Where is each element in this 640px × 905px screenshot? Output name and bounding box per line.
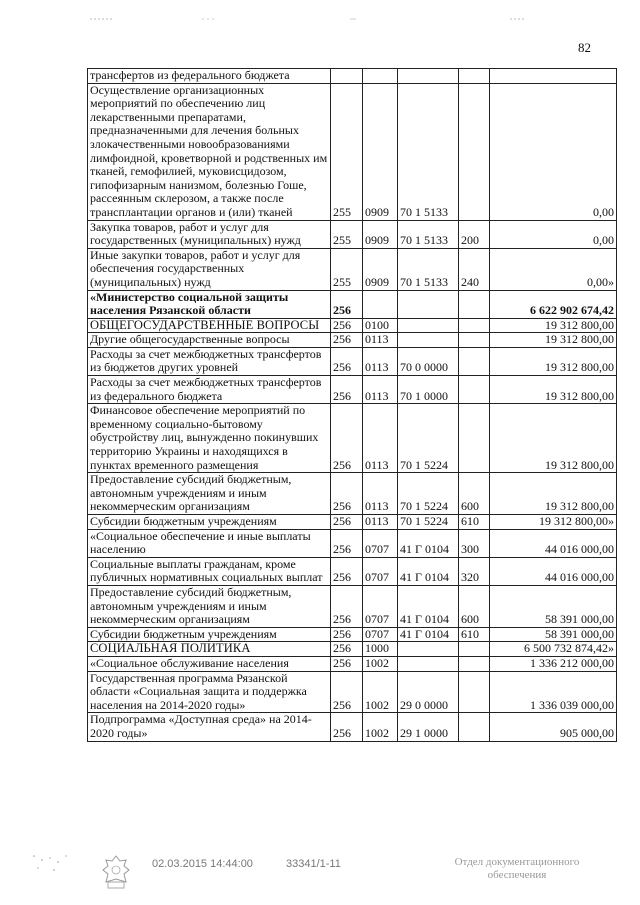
row-section-code-cell <box>363 290 398 318</box>
row-amount-cell: 1 336 039 000,00 <box>490 671 617 713</box>
row-amount-cell: 19 312 800,00 <box>490 333 617 348</box>
row-expense-type-cell: 240 <box>459 248 490 290</box>
row-name-cell: Предоставление субсидий бюджетным, автономным учреждениям и иным некоммерческим организациям <box>88 473 331 515</box>
row-section-code-cell: 0707 <box>363 627 398 642</box>
row-amount-cell: 58 391 000,00 <box>490 585 617 627</box>
row-department-code-cell: 256 <box>331 627 363 642</box>
row-name-cell: Предоставление субсидий бюджетным, автономным учреждениям и иным некоммерческим организациям <box>88 585 331 627</box>
row-expense-type-cell <box>459 290 490 318</box>
row-expense-type-cell <box>459 642 490 657</box>
row-section-code-cell: 1002 <box>363 713 398 741</box>
row-name-cell: Расходы за счет межбюджетных трансфертов из федерального бюджета <box>88 376 331 404</box>
row-department-code-cell: 256 <box>331 376 363 404</box>
row-section-code-cell: 0113 <box>363 473 398 515</box>
table-row <box>88 376 617 404</box>
row-name-cell: Субсидии бюджетным учреждениям <box>88 515 331 530</box>
row-amount-cell: 19 312 800,00 <box>490 404 617 473</box>
page-number: 82 <box>578 40 591 55</box>
row-target-article-cell: 29 0 0000 <box>398 671 459 713</box>
row-target-article-cell <box>398 642 459 657</box>
row-department-code-cell: 256 <box>331 347 363 375</box>
row-department-code-cell: 256 <box>331 290 363 318</box>
row-target-article-cell: 41 Г 0104 <box>398 529 459 557</box>
row-target-article-cell: 70 0 0000 <box>398 347 459 375</box>
row-amount-cell: 19 312 800,00 <box>490 318 617 333</box>
row-section-code-cell: 0707 <box>363 557 398 585</box>
row-department-code-cell: 256 <box>331 473 363 515</box>
row-name-cell: Подпрограмма «Доступная среда» на 2014-2020 годы» <box>88 713 331 741</box>
row-department-code-cell: 256 <box>331 713 363 741</box>
table-row <box>88 713 617 741</box>
row-section-code-cell: 0100 <box>363 318 398 333</box>
row-department-code-cell <box>331 69 363 84</box>
table-row <box>88 671 617 713</box>
row-expense-type-cell: 600 <box>459 473 490 515</box>
table-row <box>88 69 617 84</box>
row-section-code-cell: 1002 <box>363 656 398 671</box>
footer-datetime: 02.03.2015 14:44:00 <box>152 858 253 870</box>
row-section-code-cell: 0909 <box>363 220 398 248</box>
table-row <box>88 656 617 671</box>
row-expense-type-cell <box>459 671 490 713</box>
row-expense-type-cell: 610 <box>459 627 490 642</box>
row-department-code-cell: 255 <box>331 220 363 248</box>
row-name-cell: Другие общегосударственные вопросы <box>88 333 331 348</box>
row-amount-cell: 0,00» <box>490 248 617 290</box>
row-amount-cell: 0,00 <box>490 220 617 248</box>
row-target-article-cell: 70 1 5224 <box>398 404 459 473</box>
row-amount-cell: 1 336 212 000,00 <box>490 656 617 671</box>
row-department-code-cell: 256 <box>331 529 363 557</box>
row-expense-type-cell <box>459 713 490 741</box>
row-target-article-cell: 41 Г 0104 <box>398 585 459 627</box>
row-target-article-cell: 70 1 5224 <box>398 515 459 530</box>
footer-document-number: 33341/1-11 <box>286 858 341 870</box>
row-name-cell: Государственная программа Рязанской области «Социальная защита и поддержка населения на 2014-2020 годы» <box>88 671 331 713</box>
row-expense-type-cell <box>459 347 490 375</box>
row-name-cell: Осуществление организационных мероприятий по обеспечению лиц лекарственными препаратами, предназначенными для лечения больных злокачественными новообразованиями лимфоидной, кроветворной и родственных им тканей, гемофилией, муковисцидозом, гипофизарным нанизмом, болезнью Гоше, рассеянным склерозом, а также после трансплантации органов и (или) тканей <box>88 83 331 220</box>
row-target-article-cell <box>398 290 459 318</box>
row-name-cell: Субсидии бюджетным учреждениям <box>88 627 331 642</box>
row-expense-type-cell <box>459 404 490 473</box>
table-row <box>88 642 617 657</box>
row-department-code-cell: 256 <box>331 656 363 671</box>
row-amount-cell: 905 000,00 <box>490 713 617 741</box>
table-row <box>88 347 617 375</box>
row-name-cell: трансфертов из федерального бюджета <box>88 69 331 84</box>
row-department-code-cell: 256 <box>331 318 363 333</box>
row-target-article-cell: 70 1 5133 <box>398 220 459 248</box>
coat-of-arms-stamp-icon <box>96 852 136 892</box>
row-expense-type-cell: 300 <box>459 529 490 557</box>
row-section-code-cell: 0909 <box>363 248 398 290</box>
row-department-code-cell: 256 <box>331 585 363 627</box>
row-name-cell: «Министерство социальной защиты населения Рязанской области <box>88 290 331 318</box>
row-amount-cell: 6 500 732 874,42» <box>490 642 617 657</box>
row-department-code-cell: 256 <box>331 515 363 530</box>
row-expense-type-cell <box>459 83 490 220</box>
table-row <box>88 220 617 248</box>
row-name-cell: Расходы за счет межбюджетных трансфертов из бюджетов других уровней <box>88 347 331 375</box>
table-row <box>88 627 617 642</box>
row-department-code-cell: 256 <box>331 333 363 348</box>
table-row <box>88 83 617 220</box>
row-department-code-cell: 256 <box>331 404 363 473</box>
row-amount-cell: 58 391 000,00 <box>490 627 617 642</box>
row-amount-cell: 19 312 800,00» <box>490 515 617 530</box>
row-target-article-cell: 70 1 5224 <box>398 473 459 515</box>
row-department-code-cell: 256 <box>331 671 363 713</box>
row-section-code-cell: 0113 <box>363 376 398 404</box>
row-section-code-cell: 0707 <box>363 585 398 627</box>
row-name-cell: Финансовое обеспечение мероприятий по временному социально-бытовому обустройству лиц, вынужденно покинувших территорию Украины и находящихся в пунктах временного размещения <box>88 404 331 473</box>
table-row <box>88 318 617 333</box>
row-name-cell: Закупка товаров, работ и услуг для государственных (муниципальных) нужд <box>88 220 331 248</box>
row-amount-cell: 19 312 800,00 <box>490 376 617 404</box>
row-expense-type-cell <box>459 376 490 404</box>
row-section-code-cell: 0113 <box>363 404 398 473</box>
row-section-code-cell <box>363 69 398 84</box>
row-section-code-cell: 0113 <box>363 515 398 530</box>
table-row <box>88 585 617 627</box>
row-amount-cell: 19 312 800,00 <box>490 473 617 515</box>
row-section-code-cell: 0113 <box>363 347 398 375</box>
scan-top-marks <box>90 8 530 12</box>
row-section-code-cell: 1000 <box>363 642 398 657</box>
row-name-cell: ОБЩЕГОСУДАРСТВЕННЫЕ ВОПРОСЫ <box>88 318 331 333</box>
table-row <box>88 404 617 473</box>
row-expense-type-cell <box>459 333 490 348</box>
row-amount-cell <box>490 69 617 84</box>
row-section-code-cell: 0707 <box>363 529 398 557</box>
row-target-article-cell <box>398 69 459 84</box>
table-row <box>88 557 617 585</box>
row-name-cell: Иные закупки товаров, работ и услуг для обеспечения государственных (муниципальных) нужд <box>88 248 331 290</box>
row-name-cell: «Социальное обслуживание населения <box>88 656 331 671</box>
row-department-code-cell: 255 <box>331 83 363 220</box>
table-row <box>88 290 617 318</box>
row-section-code-cell: 0909 <box>363 83 398 220</box>
table-row <box>88 473 617 515</box>
row-target-article-cell <box>398 318 459 333</box>
row-expense-type-cell: 600 <box>459 585 490 627</box>
row-name-cell: Социальные выплаты гражданам, кроме публичных нормативных социальных выплат <box>88 557 331 585</box>
table-row <box>88 248 617 290</box>
table-row <box>88 515 617 530</box>
row-expense-type-cell <box>459 656 490 671</box>
row-amount-cell: 19 312 800,00 <box>490 347 617 375</box>
row-department-code-cell: 256 <box>331 642 363 657</box>
row-department-code-cell: 256 <box>331 557 363 585</box>
row-department-code-cell: 255 <box>331 248 363 290</box>
table-row <box>88 529 617 557</box>
row-name-cell: СОЦИАЛЬНАЯ ПОЛИТИКА <box>88 642 331 657</box>
row-expense-type-cell <box>459 69 490 84</box>
row-target-article-cell <box>398 656 459 671</box>
row-target-article-cell: 41 Г 0104 <box>398 557 459 585</box>
row-target-article-cell: 41 Г 0104 <box>398 627 459 642</box>
row-section-code-cell: 1002 <box>363 671 398 713</box>
row-target-article-cell: 70 1 5133 <box>398 248 459 290</box>
budget-table-body <box>88 69 617 742</box>
row-section-code-cell: 0113 <box>363 333 398 348</box>
row-target-article-cell: 70 1 0000 <box>398 376 459 404</box>
row-amount-cell: 6 622 902 674,42 <box>490 290 617 318</box>
row-expense-type-cell <box>459 318 490 333</box>
row-target-article-cell <box>398 333 459 348</box>
row-amount-cell: 44 016 000,00 <box>490 529 617 557</box>
row-expense-type-cell: 200 <box>459 220 490 248</box>
row-amount-cell: 44 016 000,00 <box>490 557 617 585</box>
row-target-article-cell: 29 1 0000 <box>398 713 459 741</box>
margin-scan-dots <box>28 850 78 880</box>
row-amount-cell: 0,00 <box>490 83 617 220</box>
footer-department-stamp: Отдел документационного обеспечения <box>454 856 580 881</box>
row-expense-type-cell: 320 <box>459 557 490 585</box>
budget-table <box>87 68 617 742</box>
table-row <box>88 333 617 348</box>
row-name-cell: «Социальное обеспечение и иные выплаты населению <box>88 529 331 557</box>
row-target-article-cell: 70 1 5133 <box>398 83 459 220</box>
row-expense-type-cell: 610 <box>459 515 490 530</box>
